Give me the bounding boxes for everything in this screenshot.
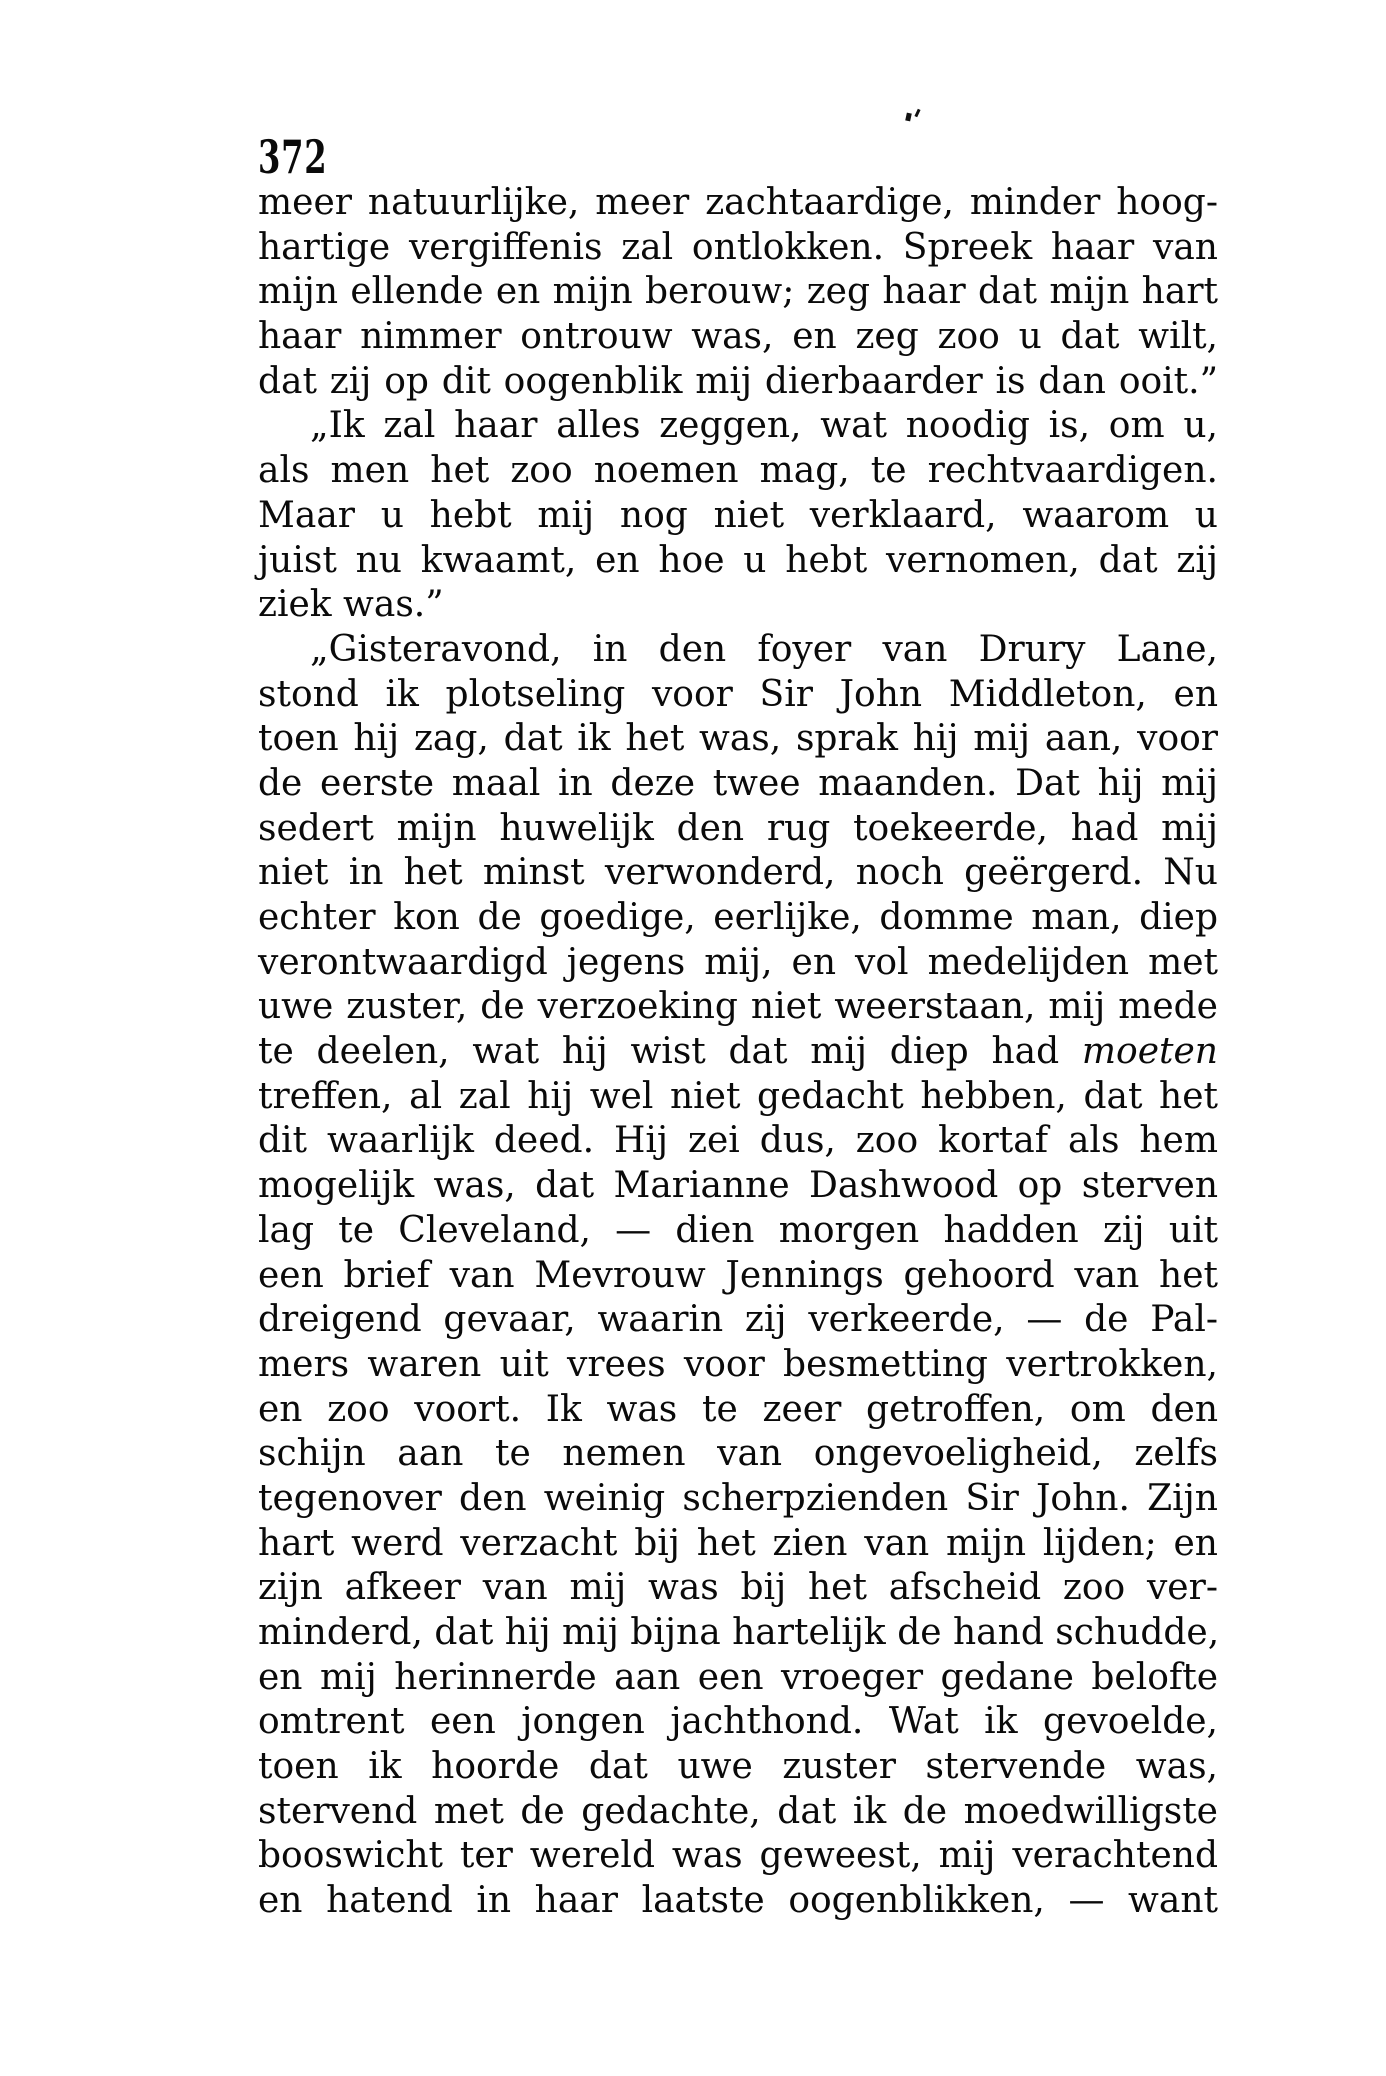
line-text: minderd, dat hij mij bijna hartelijk de hand schudde, [258, 1612, 1220, 1653]
text-line [258, 896, 1218, 941]
line-text: dat zij op dit oogenblik mij dierbaarder is dan ooit.” [258, 360, 1218, 402]
text-line [258, 1522, 1218, 1567]
text-line [258, 449, 1218, 494]
line-text: toen hij zag, dat ik het was, sprak hij mij aan, voor [258, 718, 1218, 760]
line-text: de eerste maal in deze twee maanden. Dat hij mij [258, 762, 1218, 804]
line-text: lag te Cleveland, — dien morgen hadden zij uit [258, 1209, 1218, 1251]
text-line [258, 1790, 1218, 1835]
text-line [258, 1700, 1218, 1745]
line-text: hart werd verzacht bij het zien van mijn lijden; en [258, 1522, 1218, 1564]
line-text: ziek was.” [258, 584, 444, 626]
line-text: en hatend in haar laatste oogenblikken, — want [258, 1880, 1218, 1922]
text-line [258, 985, 1218, 1030]
line-text: echter kon de goedige, eerlijke, domme man, diep [258, 897, 1218, 938]
text-line [258, 1119, 1218, 1164]
text-line [258, 181, 1218, 226]
text-line [258, 762, 1218, 807]
line-text: mogelijk was, dat Marianne Dashwood op sterven [258, 1165, 1218, 1207]
scan-speck [914, 109, 920, 118]
line-text: „Ik zal haar alles zeggen, wat noodig is, om u, [310, 405, 1218, 447]
line-text: dreigend gevaar, waarin zij verkeerde, — de Pal- [258, 1299, 1218, 1341]
text-line [258, 1879, 1218, 1924]
text-line [258, 1343, 1218, 1388]
line-text: stervend met de gedachte, dat ik de moedwilligste [258, 1790, 1218, 1832]
line-text: als men het zoo noemen mag, te rechtvaardigen. [258, 450, 1218, 492]
text-line [258, 673, 1218, 718]
line-text: niet in het minst verwonderd, noch geërgerd. Nu [258, 852, 1218, 894]
text-line [258, 628, 1218, 673]
line-text: hartige vergiffenis zal ontlokken. Spreek haar van [258, 226, 1218, 268]
line-text: verontwaardigd jegens mij, en vol medelijden met [258, 941, 1218, 983]
line-text: stond ik plotseling voor Sir John Middleton, en [258, 673, 1218, 715]
text-line [258, 941, 1218, 986]
text-line [258, 1566, 1218, 1611]
line-text: Maar u hebt mij nog niet verklaard, waarom u [258, 494, 1218, 536]
text-line [258, 1298, 1218, 1343]
text-line [258, 1075, 1218, 1120]
text-line [258, 1611, 1218, 1656]
text-line [258, 1209, 1218, 1254]
line-text: sedert mijn huwelijk den rug toekeerde, had mij [258, 807, 1218, 849]
text-line [258, 1388, 1218, 1433]
text-line [258, 539, 1218, 584]
page-number: 372 [258, 130, 328, 184]
text-line [258, 807, 1218, 852]
text-line [258, 1030, 1218, 1075]
line-text: en zoo voort. Ik was te zeer getroffen, om den [258, 1388, 1218, 1430]
text-line [258, 270, 1218, 315]
text-line [258, 1254, 1218, 1299]
text-line [258, 226, 1218, 271]
line-text: juist nu kwaamt, en hoe u hebt vernomen, dat zij [258, 539, 1218, 581]
line-text: treffen, al zal hij wel niet gedacht hebben, dat het [258, 1075, 1218, 1117]
line-text: toen ik hoorde dat uwe zuster stervende was, [258, 1746, 1218, 1788]
text-line [258, 1834, 1218, 1879]
line-text: te deelen, wat hij wist dat mij diep had [258, 1031, 1082, 1073]
text-line [258, 1745, 1218, 1790]
line-text: haar nimmer ontrouw was, en zeg zoo u dat wilt, [258, 316, 1218, 358]
line-text: een brief van Mevrouw Jennings gehoord van het [258, 1254, 1218, 1296]
line-text: schijn aan te nemen van ongevoeligheid, zelfs [258, 1433, 1218, 1475]
line-text: „Gisteravond, in den foyer van Drury Lane, [310, 628, 1218, 670]
line-text: omtrent een jongen jachthond. Wat ik gevoelde, [258, 1701, 1218, 1743]
text-line [258, 360, 1218, 405]
line-text: tegenover den weinig scherpzienden Sir John. Zijn [258, 1477, 1218, 1519]
line-text: meer natuurlijke, meer zachtaardige, minder hoog- [258, 182, 1218, 223]
text-line [258, 1432, 1218, 1477]
text-line [258, 1164, 1218, 1209]
body-text [258, 181, 1218, 1924]
text-line [258, 583, 1218, 628]
text-line [258, 1477, 1218, 1522]
line-text: booswicht ter wereld was geweest, mij verachtend [258, 1835, 1218, 1877]
line-text: dit waarlijk deed. Hij zei dus, zoo kortaf als hem [258, 1120, 1218, 1162]
line-text: zijn afkeer van mij was bij het afscheid zoo ver- [258, 1567, 1218, 1609]
text-line [258, 851, 1218, 896]
line-text: mijn ellende en mijn berouw; zeg haar dat mijn hart [258, 271, 1218, 313]
text-line [258, 717, 1218, 762]
line-text: en mij herinnerde aan een vroeger gedane belofte [258, 1656, 1218, 1698]
text-line [258, 404, 1218, 449]
text-line [258, 315, 1218, 360]
line-text: uwe zuster, de verzoeking niet weerstaan, mij mede [258, 986, 1218, 1028]
text-line [258, 494, 1218, 539]
scan-speck [905, 113, 912, 122]
line-text: mers waren uit vrees voor besmetting vertrokken, [258, 1343, 1218, 1385]
italic-word: moeten [1081, 1031, 1218, 1073]
text-line [258, 1656, 1218, 1701]
